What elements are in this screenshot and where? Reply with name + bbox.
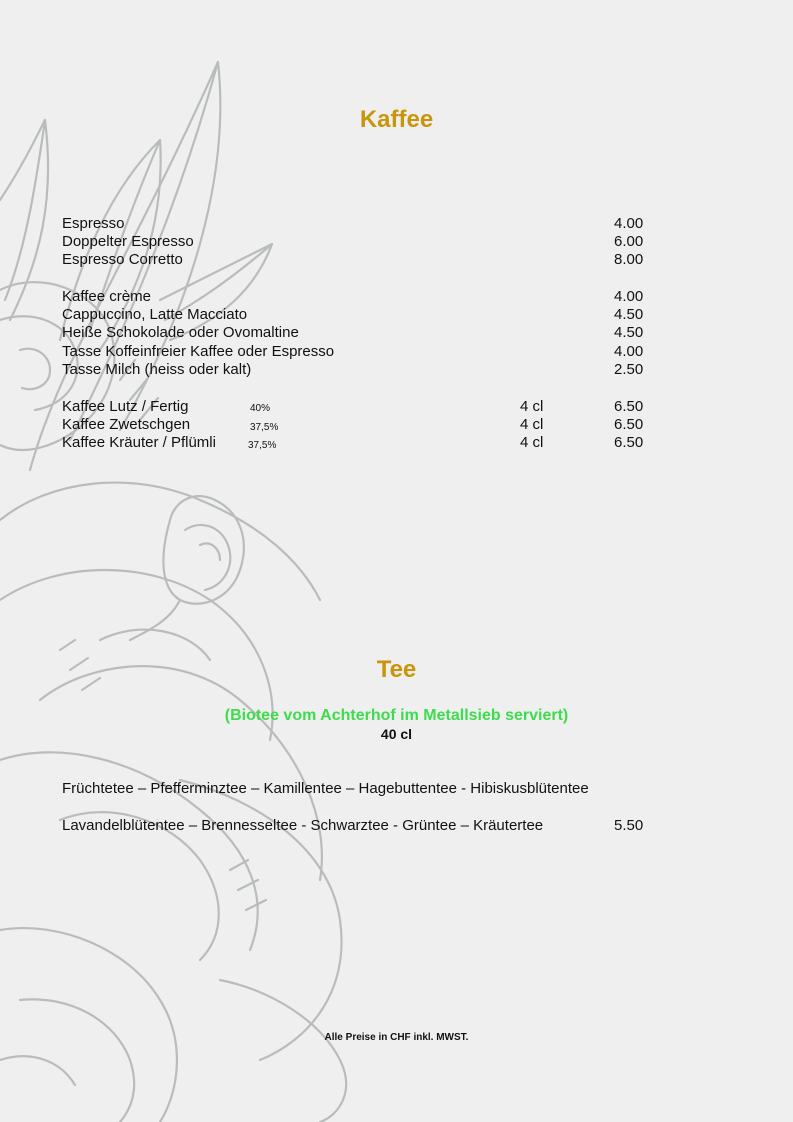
item-name: Heiße Schokolade oder Ovomaltine: [62, 324, 299, 341]
tea-list-line-2: Lavandelblütentee – Brennesseltee - Schwarztee - Grüntee – Kräutertee: [62, 817, 544, 834]
menu-item: [62, 215, 662, 233]
item-price: 4.50: [614, 324, 644, 341]
spirit-item: [62, 416, 662, 434]
item-price: 6.00: [614, 233, 644, 250]
item-price: 4.00: [614, 215, 644, 232]
kaffee-heading: Kaffee: [359, 106, 434, 133]
menu-item: [62, 288, 662, 306]
item-volume: 4 cl: [520, 398, 544, 415]
menu-item: [62, 233, 662, 251]
tee-heading: Tee: [376, 656, 417, 683]
item-name: Doppelter Espresso: [62, 233, 194, 250]
item-name: Cappuccino, Latte Macciato: [62, 306, 248, 323]
menu-item: [62, 343, 662, 361]
item-price: 8.00: [614, 251, 644, 268]
menu-item: [62, 251, 662, 269]
item-name: Tasse Koffeinfreier Kaffee oder Espresso: [62, 343, 335, 360]
item-name: Kaffee crème: [62, 288, 151, 305]
item-abv: 37,5%: [250, 422, 279, 433]
item-volume: 4 cl: [520, 416, 544, 433]
item-name: Kaffee Kräuter / Pflümli: [62, 434, 216, 451]
item-price: 2.50: [614, 361, 644, 378]
tea-price: 5.50: [614, 817, 644, 834]
item-name: Kaffee Lutz / Fertig: [62, 398, 189, 415]
item-name: Espresso Corretto: [62, 251, 183, 268]
item-price: 6.50: [614, 398, 644, 415]
tee-volume: 40 cl: [380, 726, 413, 742]
spirit-item: [62, 434, 662, 452]
item-name: Espresso: [62, 215, 125, 232]
item-price: 6.50: [614, 434, 644, 451]
item-name: Kaffee Zwetschgen: [62, 416, 191, 433]
spirit-item: [62, 398, 662, 416]
menu-item: [62, 324, 662, 342]
menu-item: [62, 361, 662, 379]
item-price: 4.50: [614, 306, 644, 323]
tee-note: (Biotee vom Achterhof im Metallsieb serviert): [224, 707, 569, 724]
item-price: 6.50: [614, 416, 644, 433]
item-price: 4.00: [614, 343, 644, 360]
price-footnote: Alle Preise in CHF inkl. MWST.: [324, 1032, 469, 1043]
item-price: 4.00: [614, 288, 644, 305]
item-abv: 40%: [250, 403, 271, 414]
tea-list-line-1: Früchtetee – Pfefferminztee – Kamillentee – Hagebuttentee - Hibiskusblütentee: [62, 780, 589, 797]
item-abv: 37,5%: [248, 440, 277, 451]
item-name: Tasse Milch (heiss oder kalt): [62, 361, 252, 378]
item-volume: 4 cl: [520, 434, 544, 451]
menu-item: [62, 306, 662, 324]
